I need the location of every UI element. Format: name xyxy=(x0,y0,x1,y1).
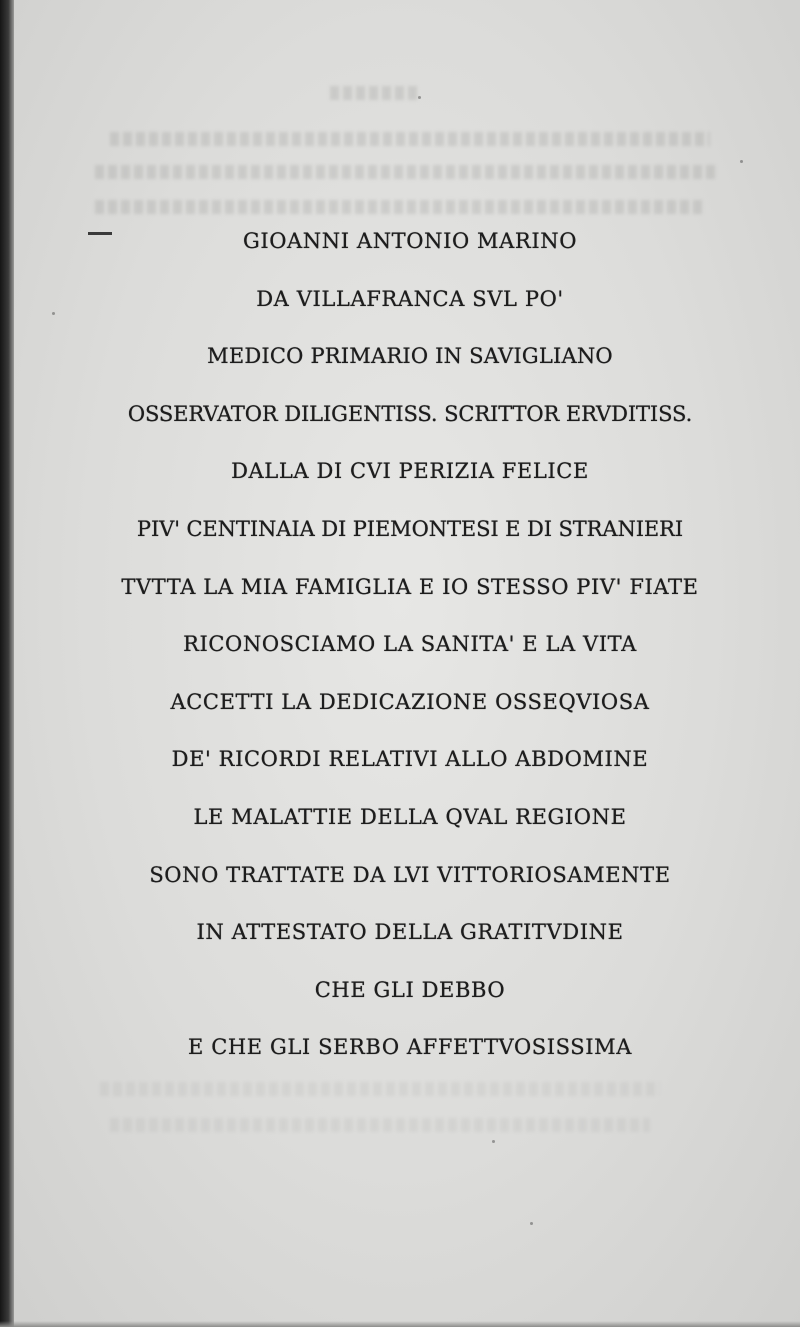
dedication-line: SONO TRATTATE DA LVI VITTORIOSAMENTE xyxy=(149,862,671,887)
scan-bottom-shadow xyxy=(0,1321,800,1327)
dedication-line: RICONOSCIAMO LA SANITA' E LA VITA xyxy=(183,632,637,657)
dedication-line: TVTTA LA MIA FAMIGLIA E IO STESSO PIV' FIATE xyxy=(121,574,699,599)
dedication-line: E CHE GLI SERBO AFFETTVOSISSIMA xyxy=(187,1035,633,1060)
dedication-line: OSSERVATOR DILIGENTISS. SCRITTOR ERVDITISS. xyxy=(127,401,693,426)
paper-speck xyxy=(52,312,55,315)
show-through-line xyxy=(95,200,705,214)
dedication-line: DA VILLAFRANCA SVL PO' xyxy=(256,286,564,311)
dedication-text xyxy=(60,223,760,1087)
dedication-line: MEDICO PRIMARIO IN SAVIGLIANO xyxy=(207,344,613,369)
dedication-line: ACCETTI LA DEDICAZIONE OSSEQVIOSA xyxy=(170,689,650,714)
dedication-line: PIV' CENTINAIA DI PIEMONTESI E DI STRANIERI xyxy=(136,516,684,541)
show-through-line xyxy=(330,86,420,100)
paper-speck xyxy=(530,1222,533,1225)
show-through-line xyxy=(95,165,715,179)
scan-edge-shadow xyxy=(0,0,14,1327)
paper-speck xyxy=(418,96,421,99)
dedication-line: LE MALATTIE DELLA QVAL REGIONE xyxy=(193,804,627,829)
dedication-line: DALLA DI CVI PERIZIA FELICE xyxy=(231,459,589,484)
dedication-line: CHE GLI DEBBO xyxy=(314,977,506,1002)
dedication-line: IN ATTESTATO DELLA GRATITVDINE xyxy=(196,920,624,945)
paper-speck xyxy=(492,1140,495,1143)
show-through-line xyxy=(110,132,710,146)
paper-speck xyxy=(740,160,743,163)
dedication-line: GIOANNI ANTONIO MARINO xyxy=(242,229,578,253)
dedication-line: DE' RICORDI RELATIVI ALLO ABDOMINE xyxy=(171,747,649,772)
show-through-line xyxy=(110,1118,650,1132)
